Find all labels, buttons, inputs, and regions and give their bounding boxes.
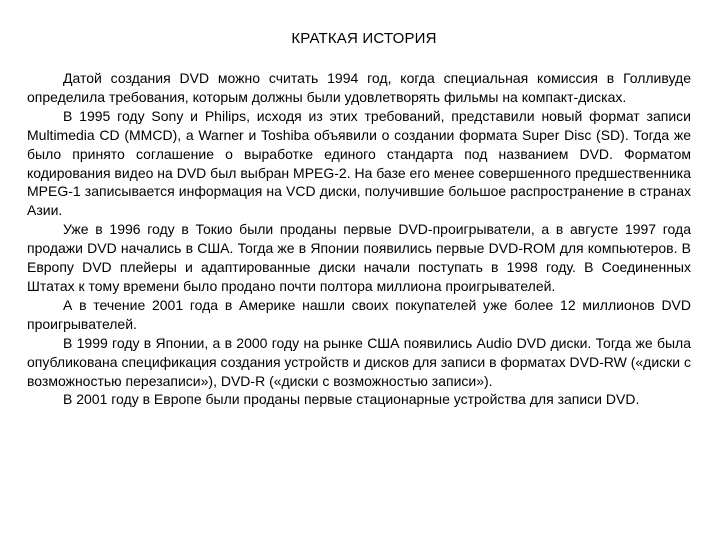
paragraph-1994: Датой создания DVD можно считать 1994 год, когда специальная комиссия в Голливуде определила требования, которым должны были удовлетворять фильмы на компакт-дисках.	[27, 70, 691, 105]
paragraph-2001-america: А в течение 2001 года в Америке нашли своих покупателей уже более 12 миллионов DVD проигрывателей.	[27, 296, 691, 332]
paragraph-1999: В 1999 году в Японии, а в 2000 году на рынке США появились Audio DVD диски. Тогда же была опубликована спецификация создания устройств и дисков для записи в форматах DVD-RW («диски с возможностью перезаписи»), DVD-R («диски с возможностью записи»).	[27, 334, 691, 389]
document-page	[27, 30, 691, 409]
paragraph-2001-europe: В 2001 году в Европе были проданы первые стационарные устройства для записи DVD.	[63, 391, 640, 408]
document-body	[27, 69, 691, 409]
paragraph-1996: Уже в 1996 году в Токио были проданы первые DVD-проигрыватели, а в августе 1997 года продажи DVD начались в США. Тогда же в Японии появились первые DVD-ROM для компьютеров. В Европу DVD плейеры и адаптированные диски начали поступать в 1998 году. В Соединенных Штатах к тому времени было продано почти полтора миллиона проигрывателей.	[27, 221, 691, 294]
paragraph-1995: В 1995 году Sony и Philips, исходя из этих требований, представили новый формат записи Multimedia CD (MMCD), а Warner и Toshiba объявили о создании формата Super Disc (SD). Тогда же было принято соглашение о выработке единого стандарта под названием DVD. Форматом кодирования видео на DVD был выбран MPEG-2. На базе его менее совершенного предшественника MPEG-1 записывается информация на VCD диски, получившие большое распространение в странах Азии.	[27, 107, 691, 219]
document-title: КРАТКАЯ ИСТОРИЯ	[291, 30, 437, 47]
